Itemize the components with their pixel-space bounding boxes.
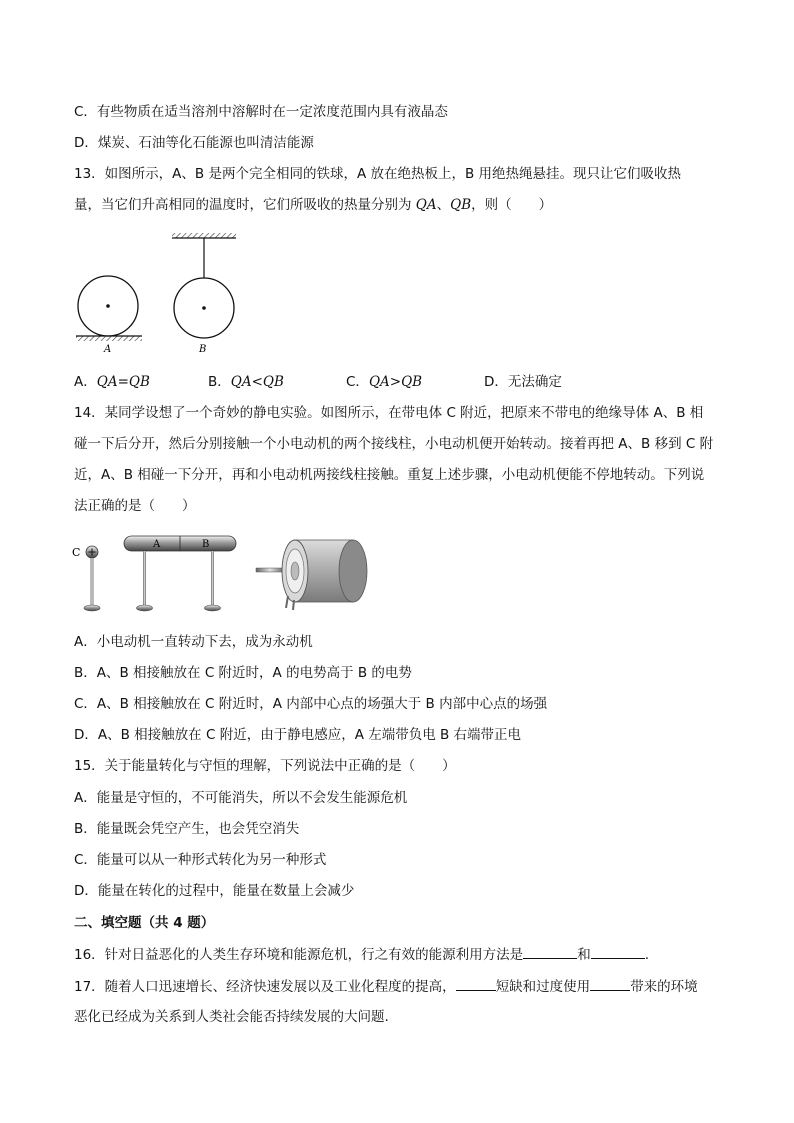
q14-option-c: C．A、B 相接触放在 C 附近时，A 内部中心点的场强大于 B 内部中心点的场强 (74, 696, 548, 712)
fig-label-c: C (72, 546, 81, 559)
q12-option-d: D．煤炭、石油等化石能源也叫清洁能源 (74, 135, 314, 151)
q13-stem-line2: 量，当它们升高相同的温度时，它们所吸收的热量分别为 QA、QB，则（ ） (74, 197, 553, 213)
q17-stem-line2: 恶化已经成为关系到人类社会能否持续发展的大问题. (74, 1009, 389, 1025)
fig-label-b-conductor: B (202, 539, 210, 550)
q15-option-c: C．能量可以从一种形式转化为另一种形式 (74, 852, 327, 868)
q13-option-b: B．QA<QB (208, 374, 284, 390)
q15-option-a: A．能量是守恒的，不可能消失，所以不会发生能源危机 (74, 790, 408, 806)
section-title: 二、填空题（共 4 题） (74, 915, 215, 931)
blank-3[interactable] (456, 976, 496, 991)
small-motor (256, 540, 367, 610)
q13-option-a: A．QA=QB (74, 374, 150, 390)
q17-stem-line1: 17．随着人口迅速增长、经济快速发展以及工业化程度的提高， 短缺和过度使用 带来的环境 (74, 976, 698, 997)
q14-stem: 14．某同学设想了一个奇妙的静电实验。如图所示，在带电体 C 附近，把原来不带电的绝缘导体 A、B 相碰一下后分开，然后分别接触一个小电动机的两个接线柱，小电动机便开始转动。接着再把 A、B 移到 C 附近，A、B 相碰一下分开，再和小电动机两接线柱接触。重复上述步骤，小电动机便能不停地转动。下列说法正确的是（ ） (74, 405, 714, 514)
blank-1[interactable] (523, 944, 577, 959)
fig-label-b: B (199, 344, 207, 355)
fig-label-a-conductor: A (153, 539, 161, 550)
q14-option-a: A．小电动机一直转动下去，成为永动机 (74, 634, 313, 650)
q14-option-b: B．A、B 相接触放在 C 附近时，A 的电势高于 B 的电势 (74, 665, 412, 681)
q15-option-d: D．能量在转化的过程中，能量在数量上会减少 (74, 883, 355, 899)
q13-option-c: C．QA>QB (346, 374, 423, 390)
ceiling (172, 233, 236, 238)
q13-stem-line1: 13．如图所示，A、B 是两个完全相同的铁球，A 放在绝热板上，B 用绝热绳悬挂。现只让它们吸收热 (74, 166, 682, 182)
blank-4[interactable] (590, 976, 630, 991)
q14-option-d: D．A、B 相接触放在 C 附近，由于静电感应，A 左端带负电 B 右端带正电 (74, 727, 522, 743)
q15-stem: 15．关于能量转化与守恒的理解，下列说法中正确的是（ ） (74, 758, 456, 774)
fig-label-a: A (104, 344, 112, 355)
q13-option-d: D．无法确定 (484, 374, 562, 390)
blank-2[interactable] (591, 944, 645, 959)
insulating-board (76, 336, 142, 341)
q13-figure (72, 228, 242, 358)
q14-figure (70, 530, 370, 615)
q16-stem: 16．针对日益恶化的人类生存环境和能源危机，行之有效的能源利用方法是 和 . (74, 944, 649, 965)
q15-option-b: B．能量既会凭空产生，也会凭空消失 (74, 821, 300, 837)
q12-option-c: C．有些物质在适当溶剂中溶解时在一定浓度范围内具有液晶态 (74, 104, 448, 120)
